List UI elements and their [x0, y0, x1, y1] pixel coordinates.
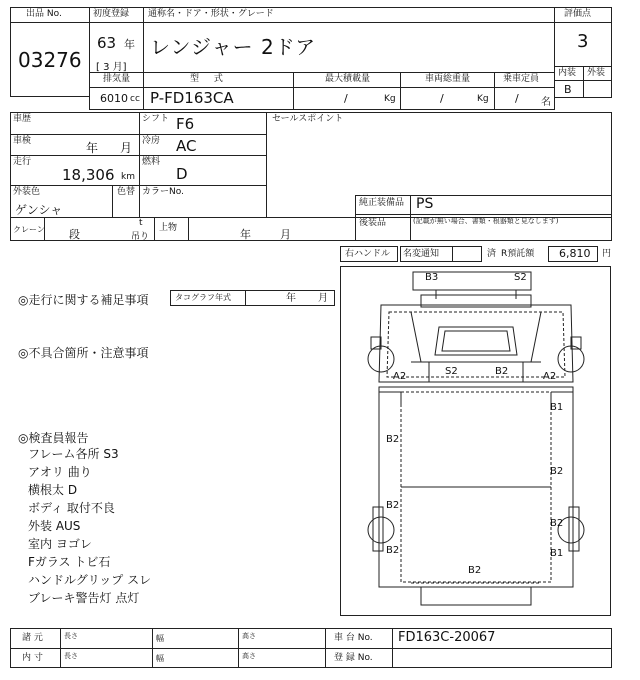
grade-value: 3: [577, 31, 589, 52]
max-load-label: 最大積載量: [325, 74, 371, 84]
reg-label: 初度登録: [93, 9, 130, 19]
cooler-value: AC: [176, 137, 197, 155]
cooler-label: 冷房: [142, 136, 161, 146]
r-deposit-label: R預託額: [501, 249, 535, 259]
damage-mark: B2: [386, 434, 400, 445]
sales-point-label: セールスポイント: [272, 114, 344, 124]
length-label: 長さ: [64, 632, 78, 640]
inspection-year: 年: [86, 141, 99, 155]
upper-year: 年: [240, 228, 251, 241]
chassis-number: FD163C-20067: [398, 630, 496, 645]
inspector-line: 室内 ヨゴレ: [28, 537, 92, 551]
damage-mark: S2: [445, 366, 458, 377]
mileage-value: 18,306: [62, 166, 115, 184]
tacho-year: 年: [286, 293, 296, 304]
damage-mark: B2: [495, 366, 509, 377]
capacity-value: /: [515, 92, 519, 105]
shift-value: F6: [176, 115, 195, 133]
inspector-title: ◎検査員報告: [18, 431, 89, 445]
ext-color-value: ゲンシャ: [15, 203, 63, 217]
inner-label: 内 寸: [22, 653, 43, 663]
damage-mark: B1: [550, 402, 564, 413]
damage-diagram: [340, 266, 611, 616]
damage-mark: A2: [543, 371, 557, 382]
damage-mark: B2: [386, 545, 400, 556]
interior-label: 内装: [558, 68, 577, 78]
model-value: P-FD163CA: [150, 89, 234, 107]
kg-unit-1: Kg: [384, 94, 396, 104]
rhd-label: 右ハンドル: [345, 249, 391, 259]
reg-no-label: 登 録 No.: [334, 653, 373, 663]
exterior-label: 外装: [587, 68, 606, 78]
interior-grade: B: [564, 83, 572, 96]
reg-year-unit: 年: [124, 38, 135, 51]
displacement-value: 6010: [100, 92, 128, 105]
upper-label: 上物: [159, 223, 178, 233]
crane-hoist: 吊り: [131, 232, 150, 242]
history-label: 車歴: [13, 114, 32, 124]
length-label-inner: 長さ: [64, 652, 78, 660]
damage-mark: A2: [393, 371, 407, 382]
damage-mark: B2: [386, 500, 400, 511]
capacity-label: 乗車定員: [503, 74, 540, 84]
mileage-label: 走行: [13, 157, 32, 167]
fuel-label: 燃料: [142, 157, 161, 167]
r-amount: 6,810: [559, 247, 591, 260]
kg-unit-2: Kg: [477, 94, 489, 104]
damage-mark: B2: [550, 466, 564, 477]
name-label: 通称名・ドア・形状・グレード: [148, 9, 274, 19]
color-change-label: 色替: [117, 187, 136, 197]
mileage-unit: km: [121, 172, 135, 182]
inspection-month: 月: [120, 141, 133, 155]
displacement-unit: cc: [130, 94, 140, 104]
inspector-line: 外装 AUS: [28, 519, 81, 533]
height-label-inner: 高さ: [242, 652, 256, 660]
damage-mark: S2: [514, 272, 527, 283]
aftermarket-note: (記載が無い場合、書類・根器類と見なします): [413, 217, 559, 225]
model-label: 型 式: [190, 74, 229, 84]
aftermarket-label: 後装品: [359, 218, 387, 228]
damage-mark: B3: [425, 272, 439, 283]
defect-title: ◎不具合箇所・注意事項: [18, 346, 149, 360]
displacement-label: 排気量: [103, 74, 131, 84]
inspector-line: フレーム各所 S3: [28, 447, 119, 461]
damage-mark: B2: [550, 518, 564, 529]
inspector-line: アオリ 曲り: [28, 465, 92, 479]
car-name: レンジャー 2ドア: [150, 35, 317, 59]
reg-month: [ 3 月]: [96, 62, 127, 73]
tacho-month: 月: [318, 293, 328, 304]
inspector-line: Fガラス トビ石: [28, 555, 111, 569]
width-label: 幅: [156, 634, 164, 643]
yen-label: 円: [602, 249, 612, 259]
upper-month: 月: [280, 228, 291, 241]
notice-label: 名変通知: [403, 249, 440, 259]
ext-color-label: 外装色: [13, 187, 41, 197]
shift-label: シフト: [142, 114, 170, 124]
inspector-line: 横根太 D: [28, 483, 78, 497]
width-label-inner: 幅: [156, 654, 164, 663]
inspector-line: ハンドルグリップ スレ: [28, 573, 152, 587]
crane-t: t: [139, 218, 143, 228]
inspector-line: ブレーキ警告灯 点灯: [28, 591, 140, 605]
grade-label: 評価点: [564, 9, 592, 19]
driving-title: ◎走行に関する補足事項: [18, 293, 149, 307]
damage-mark: B1: [550, 548, 564, 559]
tacho-label: タコグラフ年式: [175, 293, 231, 302]
factory-equip-label: 純正装備品: [359, 198, 405, 208]
gvw-label: 車両総重量: [425, 74, 471, 84]
inspector-line: ボディ 取付不良: [28, 501, 115, 515]
capacity-unit: 名: [541, 97, 551, 108]
crane-label: クレーン: [13, 225, 45, 234]
fuel-value: D: [176, 165, 188, 183]
height-label: 高さ: [242, 632, 256, 640]
crane-row: [10, 217, 356, 241]
damage-mark: B2: [468, 565, 482, 576]
inspection-label: 車検: [13, 136, 32, 146]
lot-label: 出品 No.: [26, 9, 62, 19]
color-no-label: カラーNo.: [142, 187, 184, 197]
chassis-label: 車 台 No.: [334, 633, 373, 643]
inspector-lines: [28, 446, 151, 608]
dims-label: 諸 元: [22, 633, 43, 643]
reg-year: 63: [97, 34, 117, 52]
lot-number: 03276: [18, 48, 82, 72]
crane-stage: 段: [69, 228, 80, 241]
factory-equip-value: PS: [416, 196, 434, 212]
max-load-value: /: [344, 92, 348, 105]
fill-label: 済: [487, 249, 497, 259]
gvw-value: /: [440, 92, 444, 105]
